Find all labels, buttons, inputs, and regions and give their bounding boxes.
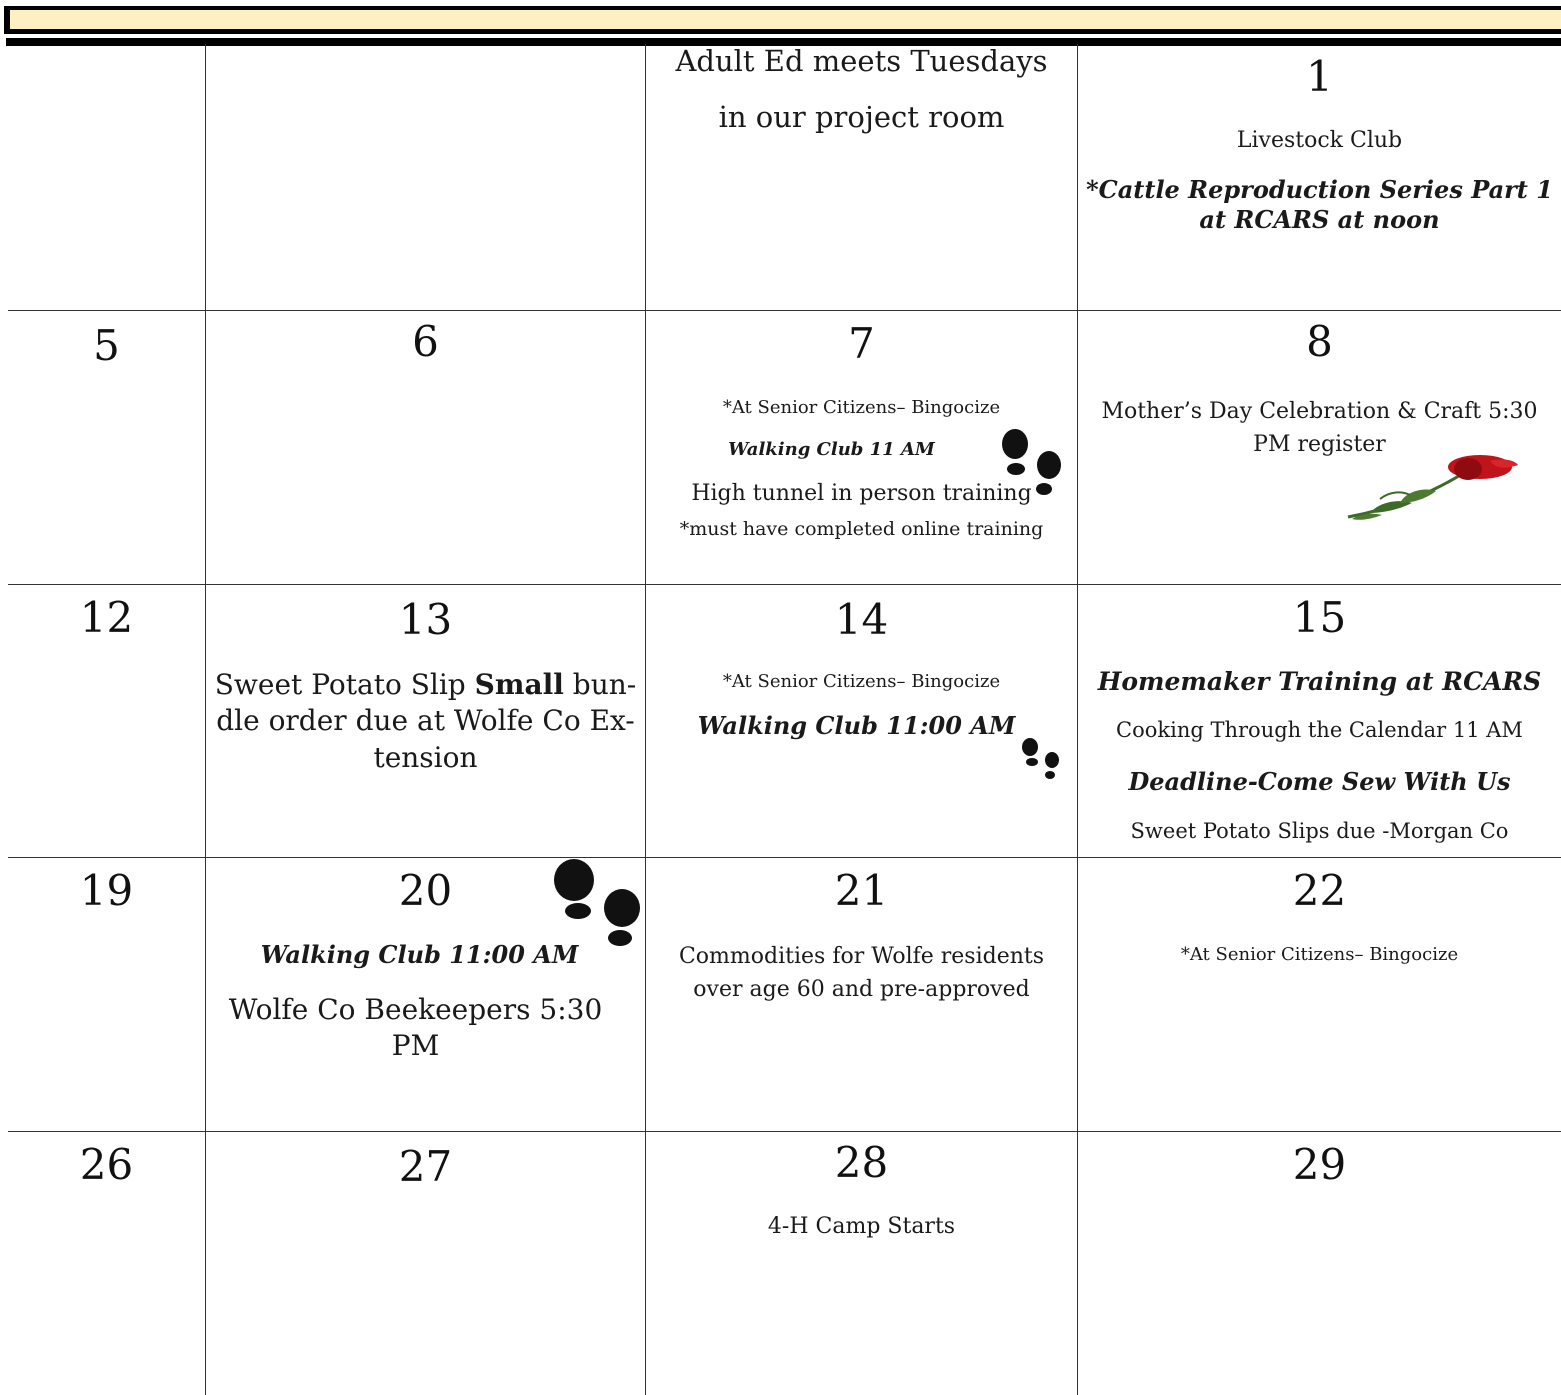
day-cell-28 xyxy=(646,1132,1077,1395)
day-number: 8 xyxy=(1306,317,1333,366)
day-number: 19 xyxy=(79,866,134,915)
footprints-icon xyxy=(1020,737,1066,783)
day-number: 13 xyxy=(398,595,453,644)
day-number: 28 xyxy=(834,1138,889,1187)
event-text: Commodities for Wolfe residents over age 60 and pre-approved xyxy=(678,944,1045,1002)
day-cell-1 xyxy=(1078,44,1561,310)
event-text: High tunnel in person training xyxy=(691,481,1032,506)
day-cell-14 xyxy=(646,585,1077,857)
day-number: 20 xyxy=(398,866,453,915)
day-number: 1 xyxy=(1306,52,1333,101)
day-number: 15 xyxy=(1292,593,1347,642)
event-text: Wolfe Co Beekeepers 5:30 PM xyxy=(228,993,603,1063)
day-cell-13 xyxy=(206,585,645,857)
day-cell-29 xyxy=(1078,1132,1561,1395)
day-cell-22 xyxy=(1078,858,1561,1131)
event-text: Homemaker Training at RCARS xyxy=(1097,667,1542,696)
day-number: 29 xyxy=(1292,1140,1347,1189)
day-cell-15 xyxy=(1078,585,1561,857)
event-text: Cooking Through the Calendar 11 AM xyxy=(1116,718,1523,742)
day-number: 27 xyxy=(398,1142,453,1191)
day-number: 21 xyxy=(834,866,889,915)
event-text: Sweet Potato Slip Small bun-dle order due at Wolfe Co Ex-tension xyxy=(214,668,637,774)
event-text: Walking Club 11:00 AM xyxy=(697,711,1016,740)
day-cell-12 xyxy=(8,585,205,857)
day-number: 14 xyxy=(834,595,889,644)
day-number: 6 xyxy=(412,317,439,366)
day-cell-8 xyxy=(1078,311,1561,584)
event-text: in our project room xyxy=(718,100,1005,134)
rose-icon xyxy=(1340,451,1520,527)
header-banner-fill xyxy=(10,10,1561,29)
day-cell-27 xyxy=(206,1132,645,1395)
day-cell-6 xyxy=(206,311,645,584)
footprints-icon xyxy=(550,858,646,950)
day-number: 26 xyxy=(79,1140,134,1189)
event-text: Livestock Club xyxy=(1236,128,1403,153)
day-cell-20 xyxy=(206,858,645,1131)
day-cell-7 xyxy=(646,311,1077,584)
day-cell-note xyxy=(646,44,1077,310)
event-text: Mother’s Day Celebration & Craft 5:30 PM register xyxy=(1101,399,1538,457)
day-number: 5 xyxy=(93,321,120,370)
event-text: *At Senior Citizens– Bingocize xyxy=(722,397,1001,418)
event-text: Walking Club 11:00 AM xyxy=(260,940,579,969)
event-text: *must have completed online training xyxy=(679,518,1044,540)
event-text: Deadline-Come Sew With Us xyxy=(1128,767,1511,796)
event-text: *At Senior Citizens– Bingocize xyxy=(722,671,1001,692)
event-text: 4-H Camp Starts xyxy=(767,1214,956,1239)
event-text: Walking Club 11 AM xyxy=(728,439,935,460)
day-cell-5 xyxy=(8,311,205,584)
event-text: Sweet Potato Slips due -Morgan Co xyxy=(1130,819,1509,843)
event-text: Adult Ed meets Tuesdays xyxy=(675,44,1048,78)
event-text: *Cattle Reproduction Series Part 1 at RCARS at noon xyxy=(1086,175,1553,234)
event-text: *At Senior Citizens– Bingocize xyxy=(1180,944,1459,965)
day-number: 7 xyxy=(848,319,875,368)
footprints-icon xyxy=(998,425,1068,501)
day-cell-19 xyxy=(8,858,205,1131)
day-cell-26 xyxy=(8,1132,205,1395)
day-number: 12 xyxy=(79,593,134,642)
day-number: 22 xyxy=(1292,866,1347,915)
day-cell-21 xyxy=(646,858,1077,1131)
